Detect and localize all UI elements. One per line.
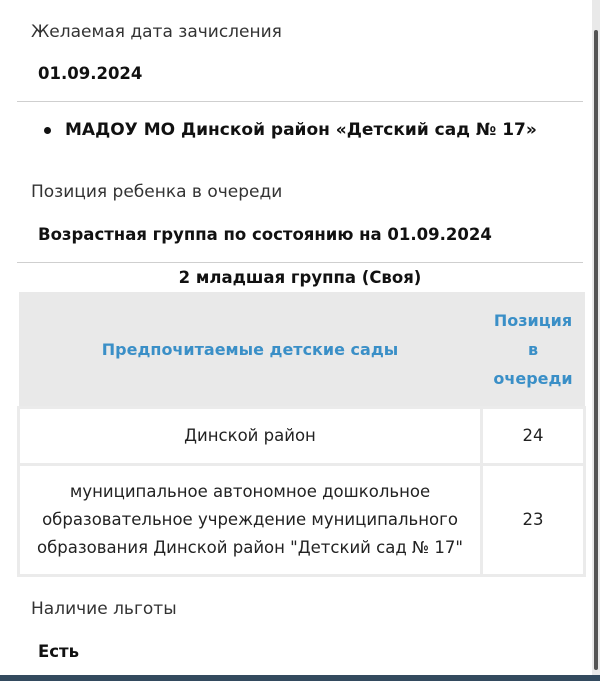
benefit-label: Наличие льготы bbox=[31, 599, 177, 619]
group-name: 2 младшая группа (Своя) bbox=[178, 268, 422, 287]
kindergarten-cell: муниципальное автономное дошкольное образовательное учреждение муниципального образования Динской район "Детский сад № 17" bbox=[19, 465, 482, 576]
desired-date-label: Желаемая дата зачисления bbox=[31, 22, 282, 42]
scrollbar-thumb[interactable] bbox=[594, 30, 598, 670]
kindergarten-list-item bbox=[44, 120, 537, 140]
queue-table bbox=[17, 292, 586, 577]
benefit-value: Есть bbox=[38, 642, 80, 661]
bottom-bar bbox=[0, 675, 600, 681]
position-cell: 23 bbox=[482, 465, 585, 576]
divider bbox=[17, 262, 583, 263]
kindergarten-cell: Динской район bbox=[19, 408, 482, 465]
kindergarten-name: МАДОУ МО Динской район «Детский сад № 17» bbox=[65, 120, 537, 140]
divider bbox=[17, 101, 583, 102]
table-row bbox=[19, 408, 585, 465]
bullet-icon bbox=[44, 127, 51, 134]
desired-date-value: 01.09.2024 bbox=[38, 64, 143, 83]
table-row bbox=[19, 465, 585, 576]
age-group-heading: Возрастная группа по состоянию на 01.09.2024 bbox=[38, 225, 492, 244]
scrollbar[interactable] bbox=[592, 0, 600, 681]
column-header-kindergartens: Предпочитаемые детские сады bbox=[19, 292, 482, 408]
position-cell: 24 bbox=[482, 408, 585, 465]
column-header-position: Позиция в очереди bbox=[482, 292, 585, 408]
queue-position-label: Позиция ребенка в очереди bbox=[31, 182, 283, 202]
